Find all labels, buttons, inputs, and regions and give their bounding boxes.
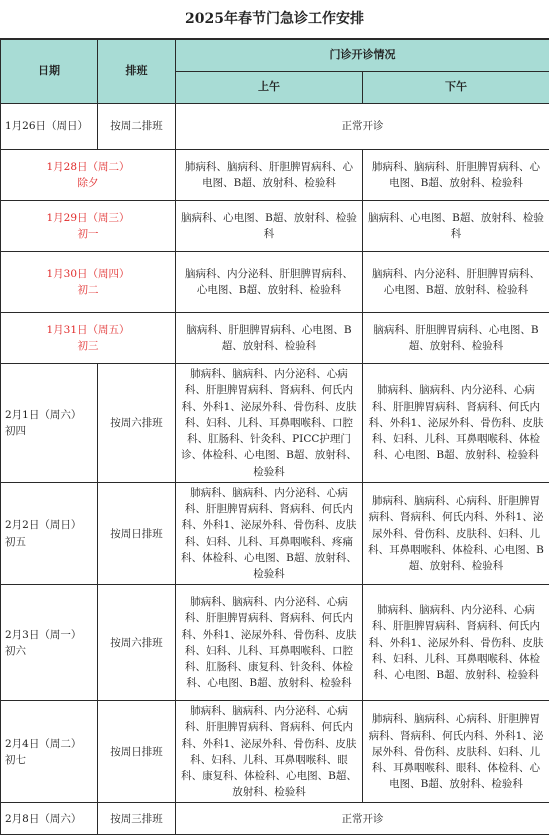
date-text: 1月28日（周二） [46,161,129,173]
schedule-cell: 按周三排班 [98,803,176,835]
pm-depts: 肺病科、脑病科、肝胆脾胃病科、心电图、B超、放射科、检验科 [363,150,549,201]
schedule-cell: 按周六排班 [98,585,176,701]
date-text: 1月31日（周五） [46,324,129,336]
date-cell [1,701,98,803]
date-text: 1月26日（周日） [5,120,88,132]
pm-depts: 脑病科、肝胆脾胃病科、心电图、B超、放射科、检验科 [363,313,549,364]
date-note: 初四 [5,425,26,437]
date-text: 1月29日（周三） [46,212,129,224]
clinic-status: 正常开诊 [176,803,549,835]
pm-depts: 脑病科、内分泌科、肝胆脾胃病科、心电图、B超、放射科、检验科 [363,252,549,313]
header-schedule: 排班 [98,40,176,104]
date-note: 初七 [5,754,26,766]
date-text: 2月1日（周六） [5,409,81,421]
header-am: 上午 [176,72,363,104]
date-note: 除夕 [78,177,99,189]
table-row [1,701,549,803]
date-text: 2月4日（周二） [5,738,81,750]
holiday-date-cell [1,252,176,313]
date-text: 2月2日（周日） [5,519,81,531]
header-date: 日期 [1,40,98,104]
holiday-date-cell [1,201,176,252]
table-row [1,252,549,313]
table-row [1,483,549,585]
date-cell [1,483,98,585]
table-row [1,313,549,364]
date-text: 2月3日（周一） [5,629,81,641]
am-depts: 肺病科、脑病科、内分泌科、心病科、肝胆脾胃病科、肾病科、何氏内科、外科1、泌尿外科、骨伤科、皮肤科、妇科、儿科、耳鼻咽喉科、疼痛科、体检科、心电图、B超、放射科、检验科 [176,483,363,585]
am-depts: 肺病科、脑病科、内分泌科、心病科、肝胆脾胃病科、肾病科、何氏内科、外科1、泌尿外科、骨伤科、皮肤科、妇科、儿科、耳鼻咽喉科、眼科、康复科、体检科、心电图、B超、放射科、检验科 [176,701,363,803]
schedule-cell: 按周二排班 [98,104,176,150]
schedule-cell: 按周日排班 [98,483,176,585]
schedule-cell: 按周日排班 [98,701,176,803]
pm-depts: 脑病科、心电图、B超、放射科、检验科 [363,201,549,252]
date-note: 初五 [5,536,26,548]
am-depts: 肺病科、脑病科、内分泌科、心病科、肝胆脾胃病科、肾病科、何氏内科、外科1、泌尿外科、骨伤科、皮肤科、妇科、儿科、耳鼻咽喉科、口腔科、肛肠科、康复科、针灸科、体检科、心电图、B超、放射科、检验科 [176,585,363,701]
am-depts: 肺病科、脑病科、内分泌科、心病科、肝胆脾胃病科、肾病科、何氏内科、外科1、泌尿外科、骨伤科、皮肤科、妇科、儿科、耳鼻咽喉科、口腔科、肛肠科、针灸科、PICC护理门诊、体检科、心电图、B超、放射科、检验科 [176,364,363,483]
date-text: 1月30日（周四） [46,268,129,280]
holiday-date-cell [1,150,176,201]
am-depts: 脑病科、肝胆脾胃病科、心电图、B超、放射科、检验科 [176,313,363,364]
table-row [1,585,549,701]
date-note: 初二 [78,284,99,296]
table-row [1,364,549,483]
pm-depts: 肺病科、脑病科、心病科、肝胆脾胃病科、肾病科、何氏内科、外科1、泌尿外科、骨伤科、皮肤科、妇科、儿科、耳鼻咽喉科、体检科、心电图、B超、放射科、检验科 [363,483,549,585]
table-row [1,201,549,252]
header-pm: 下午 [363,72,549,104]
pm-depts: 肺病科、脑病科、内分泌科、心病科、肝胆脾胃病科、肾病科、何氏内科、外科1、泌尿外科、骨伤科、皮肤科、妇科、儿科、耳鼻咽喉科、体检科、心电图、B超、放射科、检验科 [363,364,549,483]
date-note: 初一 [78,228,99,240]
date-text: 2月8日（周六） [5,813,81,825]
am-depts: 脑病科、心电图、B超、放射科、检验科 [176,201,363,252]
header-clinic: 门诊开诊情况 [176,40,549,72]
page-title: 2025年春节门急诊工作安排 [0,0,549,39]
date-note: 初六 [5,645,26,657]
am-depts: 肺病科、脑病科、肝胆脾胃病科、心电图、B超、放射科、检验科 [176,150,363,201]
pm-depts: 肺病科、脑病科、心病科、肝胆脾胃病科、肾病科、何氏内科、外科1、泌尿外科、骨伤科、皮肤科、妇科、儿科、耳鼻咽喉科、眼科、体检科、心电图、B超、放射科、检验科 [363,701,549,803]
am-depts: 脑病科、内分泌科、肝胆脾胃病科、心电图、B超、放射科、检验科 [176,252,363,313]
holiday-date-cell [1,313,176,364]
date-cell [1,585,98,701]
table-row [1,150,549,201]
date-cell [1,104,98,150]
table-row [1,104,549,150]
schedule-table [0,39,549,835]
date-cell [1,803,98,835]
date-note: 初三 [78,340,99,352]
pm-depts: 肺病科、脑病科、内分泌科、心病科、肝胆脾胃病科、肾病科、何氏内科、外科1、泌尿外科、骨伤科、皮肤科、妇科、儿科、耳鼻咽喉科、体检科、心电图、B超、放射科、检验科 [363,585,549,701]
table-row [1,803,549,835]
schedule-cell: 按周六排班 [98,364,176,483]
date-cell [1,364,98,483]
clinic-status: 正常开诊 [176,104,549,150]
